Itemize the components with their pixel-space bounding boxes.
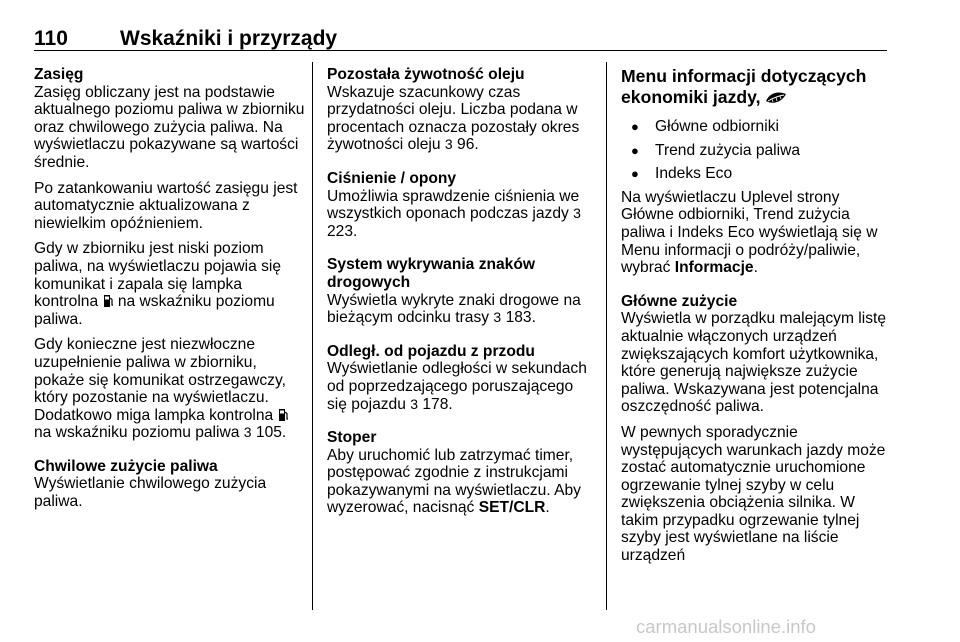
range-paragraph-4-text-end: na wskaźniku poziomu paliwa [34, 424, 240, 442]
eco-menu-paragraph-text: Na wyświetlaczu Uplevel strony Główne odbiorniki, Trend zużycia paliwa i Indeks Eco wyświetlają się w Menu informacji o podróży/paliwie, wybrać [621, 188, 878, 277]
page-ref-arrow-icon: 3 [493, 309, 502, 326]
left-column [34, 66, 306, 511]
column-divider-right [606, 62, 607, 610]
page-ref-arrow-icon: 3 [243, 424, 252, 441]
tire-paragraph-text: Umożliwia sprawdzenie ciśnienia we wszystkich oponach podczas jazdy [327, 187, 580, 223]
eco-menu-list [621, 118, 889, 183]
stopwatch-paragraph-text: Aby uruchomić lub zatrzymać timer, postępować zgodnie z instrukcjami pokazywanymi na wyświetlaczu. Aby wyzerować, nacisnąć [327, 446, 581, 517]
eco-menu-paragraph [621, 189, 889, 277]
range-paragraph-3-text: Gdy w zbiorniku jest niski poziom paliwa, na wyświetlaczu pojawia się komunikat i zapala się lampka kontrolna [34, 240, 282, 311]
eco-menu-paragraph-end: . [753, 259, 758, 277]
eco-menu-title [621, 66, 889, 108]
distance-paragraph [327, 360, 595, 413]
range-paragraph-1: Zasięg obliczany jest na podstawie aktualnego poziomu paliwa w zbiorniku oraz chwilowego zużycia paliwa. Na wyświetlaczu pokazywane są wartości średnie. [34, 83, 305, 171]
stopwatch-heading: Stoper [327, 429, 377, 447]
main-consumers-paragraph-1: Wyświetla w porządku malejącym listę aktualnie włączonych urządzeń zwiększających komfort użytkownika, które generują największe zużycie paliwa. Wskazywana jest potencjalna oszczędność paliwa. [621, 310, 887, 416]
informacje-label: Informacje [674, 259, 754, 277]
instant-paragraph: Wyświetlanie chwilowego zużycia paliwa. [34, 475, 267, 511]
header-rule [34, 50, 887, 51]
sign-paragraph-text: Wyświetla wykryte znaki drogowe na bieżącym odcinku trasy [327, 291, 581, 327]
tire-paragraph [327, 188, 595, 241]
stopwatch-paragraph [327, 447, 595, 517]
list-item: ● Główne odbiorniki [621, 118, 889, 136]
page-title: Wskaźniki i przyrządy [120, 27, 338, 50]
fuel-pump-icon [278, 408, 289, 422]
range-paragraph-4-text: Gdy konieczne jest niezwłoczne uzupełnienie paliwa w zbiorniku, pokaże się komunikat ostrzegawczy, który pozostanie na wyświetlaczu. Dodatkowo miga lampka kontrolna [34, 336, 286, 424]
fuel-pump-icon [103, 294, 114, 308]
range-paragraph-4 [34, 336, 306, 442]
page-ref-223: 223. [327, 222, 358, 240]
eco-menu-title-text: Menu informacji dotyczących ekonomiki jazdy, [621, 66, 867, 107]
page-ref-arrow-icon: 3 [410, 395, 419, 412]
range-paragraph-2: Po zatankowaniu wartość zasięgu jest automatycznie aktualizowana z niewielkim opóźnieniem. [34, 179, 298, 232]
page-ref-96: 96. [457, 136, 479, 154]
page-ref-105: 105. [255, 424, 287, 442]
range-paragraph-3-text-end: na wskaźniku poziomu paliwa. [34, 293, 275, 328]
eco-leaf-icon [765, 91, 787, 105]
distance-heading: Odległ. od pojazdu z przodu [327, 342, 535, 360]
oil-paragraph [327, 84, 595, 154]
distance-paragraph-text: Wyświetlanie odległości w sekundach od poprzedzającego poruszającego się pojazdu [327, 360, 587, 413]
right-column [621, 66, 889, 565]
page-number: 110 [34, 27, 68, 50]
list-item: ● Indeks Eco [621, 165, 889, 183]
oil-heading: Pozostała żywotność oleju [327, 66, 525, 83]
watermark: carmanualsonline.info [636, 616, 816, 637]
range-heading: Zasięg [34, 66, 84, 83]
page-ref-arrow-icon: 3 [573, 205, 581, 222]
main-consumers-paragraph-2: W pewnych sporadycznie występujących warunkach jazdy może zostać automatycznie uruchomione ogrzewanie tylnej szyby w celu zwiększenia obciążenia silnika. W takim przypadku ogrzewanie tylnej szyby jest wyświetlane na liście urządzeń [621, 423, 886, 565]
oil-paragraph-text: Wskazuje szacunkowy czas przydatności oleju. Liczba podana w procentach oznacza pozostały okres żywotności oleju [327, 83, 580, 154]
middle-column [327, 66, 595, 517]
page-header [34, 26, 887, 52]
page-ref-arrow-icon: 3 [444, 136, 453, 153]
list-item: ● Trend zużycia paliwa [621, 142, 889, 160]
column-divider-left [312, 62, 313, 610]
set-clr-button-label: SET/CLR [478, 499, 546, 517]
page-ref-178: 178. [422, 395, 453, 413]
tire-heading: Ciśnienie / opony [327, 169, 457, 187]
instant-heading: Chwilowe zużycie paliwa [34, 457, 218, 475]
main-consumers-heading: Główne zużycie [621, 292, 738, 310]
sign-heading: System wykrywania znaków drogowych [327, 256, 536, 291]
page-ref-183: 183. [505, 309, 536, 327]
stopwatch-paragraph-end: . [545, 499, 550, 517]
range-paragraph-3 [34, 240, 306, 328]
sign-paragraph [327, 292, 595, 327]
